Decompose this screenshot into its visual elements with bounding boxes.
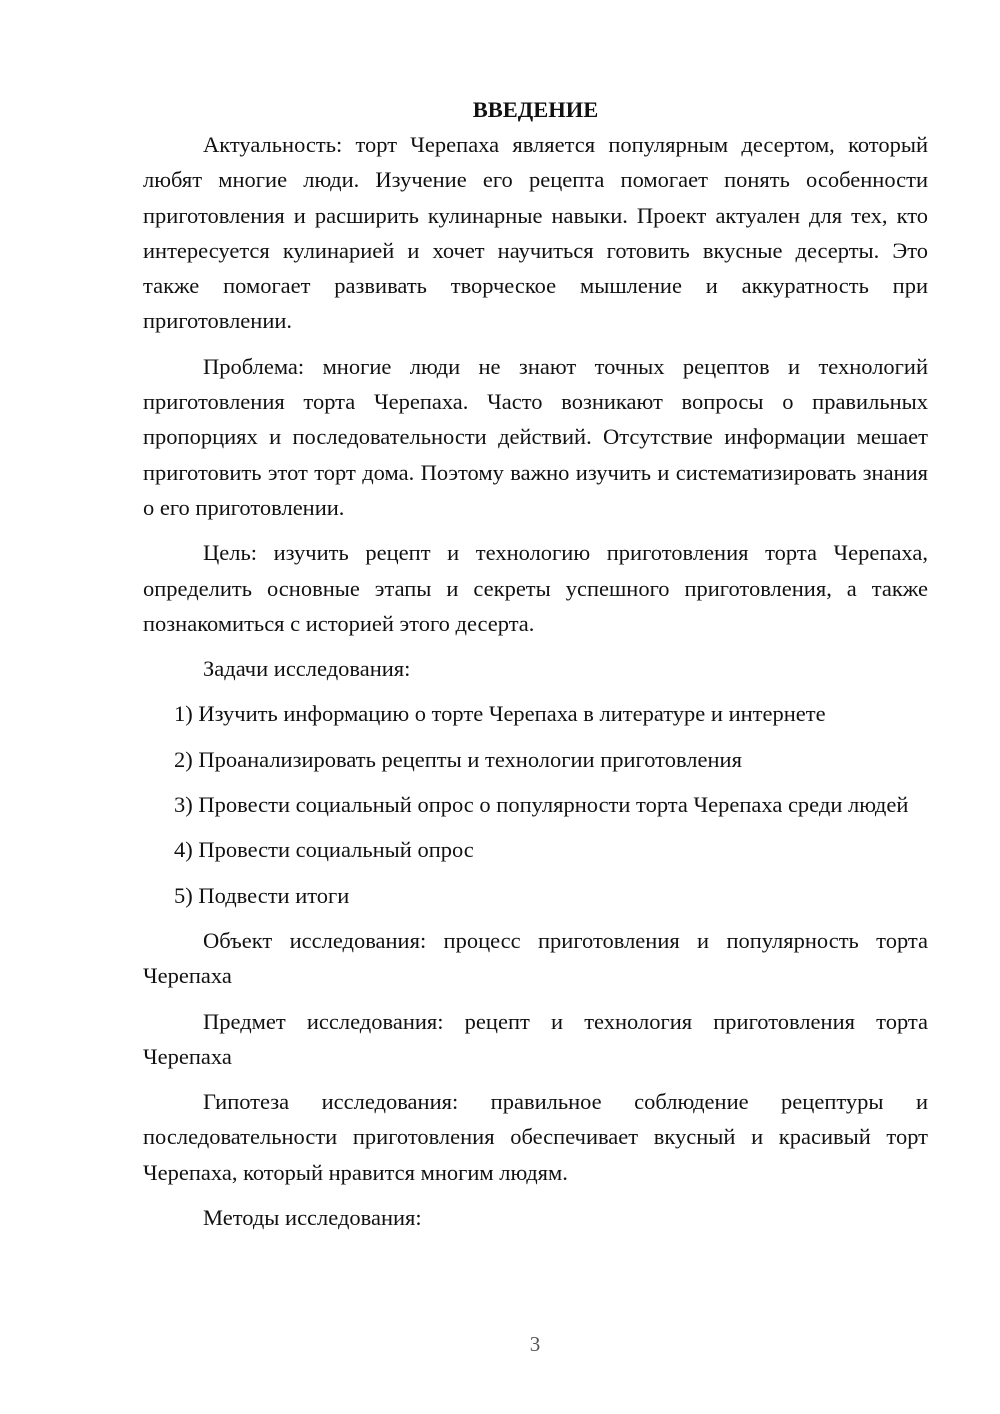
document-page (143, 92, 928, 1235)
paragraph-goal: Цель: изучить рецепт и технологию приготовления торта Черепаха, определить основные этапы и секреты успешного приготовления, а также познакомиться с историей этого десерта. (143, 540, 928, 636)
paragraph-relevance: Актуальность: торт Черепаха является популярным десертом, который любят многие люди. Изучение его рецепта помогает понять особенности приготовления и расширить кулинарные навыки. Проект актуален для тех, кто интересуется кулинарией и хочет научиться готовить вкусные десерты. Это также помогает развивать творческое мышление и аккуратность при приготовлении. (143, 132, 928, 334)
task-item-2: 2) Проанализировать рецепты и технологии приготовления (174, 746, 742, 772)
paragraph-hypothesis: Гипотеза исследования: правильное соблюдение рецептуры и последовательности приготовления обеспечивает вкусный и красивый торт Черепаха, который нравится многим людям. (143, 1089, 928, 1185)
paragraph-problem: Проблема: многие люди не знают точных рецептов и технологий приготовления торта Черепаха. Часто возникают вопросы о правильных пропорциях и последовательности действий. Отсутствие информации мешает приготовить этот торт дома. Поэтому важно изучить и систематизировать знания о его приготовлении. (143, 353, 928, 520)
paragraph-methods: Методы исследования: (203, 1205, 422, 1231)
paragraph-object: Объект исследования: процесс приготовления и популярность торта Черепаха (143, 927, 928, 989)
page-number: 3 (529, 1332, 541, 1356)
paragraph-tasks-heading: Задачи исследования: (203, 656, 411, 682)
page-title: ВВЕДЕНИЕ (472, 97, 599, 122)
task-item-4: 4) Провести социальный опрос (174, 837, 474, 863)
task-item-1: 1) Изучить информацию о торте Черепаха в литературе и интернете (174, 701, 826, 727)
paragraph-subject: Предмет исследования: рецепт и технология приготовления торта Черепаха (143, 1008, 928, 1069)
task-item-3: 3) Провести социальный опрос о популярности торта Черепаха среди людей (174, 792, 909, 818)
task-item-5: 5) Подвести итоги (174, 882, 350, 908)
